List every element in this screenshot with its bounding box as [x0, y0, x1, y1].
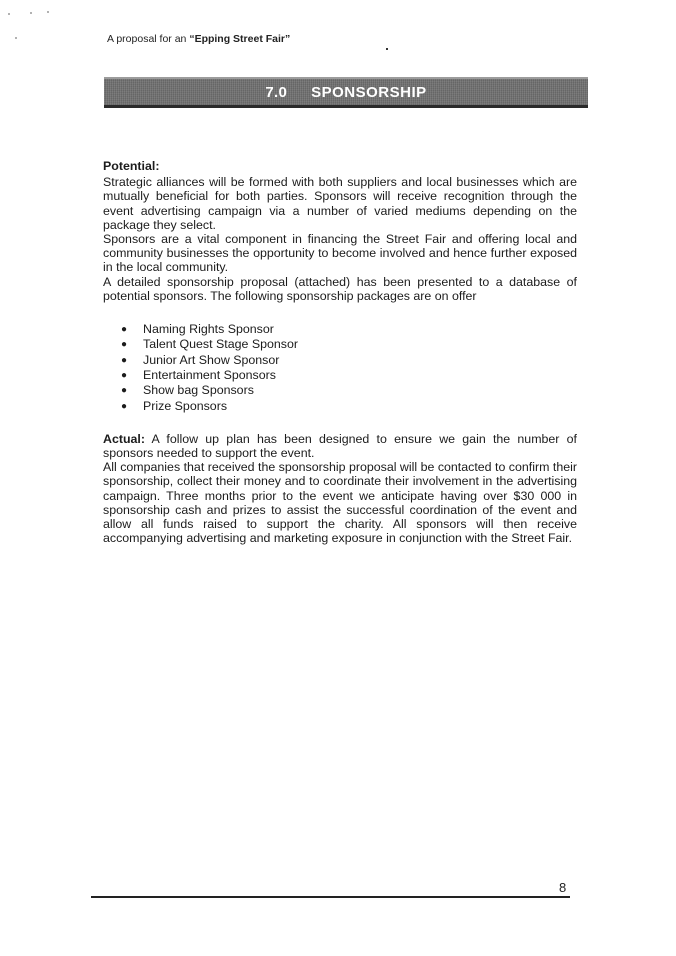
package-label: Entertainment Sponsors	[143, 367, 276, 382]
actual-paragraph: All companies that received the sponsorship proposal will be contacted to confirm their sponsorship, collect their money and to coordinate their involvement in the advertising campaign. Three months prior to the event we anticipate having over $30 000 in sponsorship cash and prizes to assist the successful coordination of the event and allow all funds raised to support the charity. All sponsors will then receive accompanying advertising and marketing exposure in conjunction with the Street Fair.	[103, 460, 577, 546]
scan-artifact-dot	[386, 48, 388, 50]
section-title: SPONSORSHIP	[311, 84, 427, 101]
section-banner	[104, 77, 588, 108]
package-label: Show bag Sponsors	[143, 383, 254, 398]
running-header-event-name: “Epping Street Fair”	[189, 33, 291, 45]
running-header-prefix: A proposal for an	[107, 33, 190, 45]
actual-label: Actual:	[103, 431, 145, 446]
actual-lead-text: A follow up plan has been designed to ensure we gain the number of sponsors needed to support the event.	[103, 431, 577, 461]
potential-paragraph: Strategic alliances will be formed with both suppliers and local businesses which are mutually beneficial for both parties. Sponsors will receive recognition through the event advertising campaign via a number of varied mediums depending on the package they select.	[103, 175, 577, 232]
package-label: Prize Sponsors	[143, 398, 228, 413]
scan-artifact-dots	[0, 0, 80, 50]
sponsorship-package-list	[103, 322, 577, 414]
actual-section	[103, 432, 577, 546]
bullet-icon: ●	[121, 339, 128, 351]
bullet-icon: ●	[121, 324, 128, 336]
list-item	[121, 368, 577, 383]
potential-paragraph: Sponsors are a vital component in financing the Street Fair and offering local and community businesses the opportunity to become involved and hence further exposed in the local community.	[103, 232, 577, 275]
bullet-icon: ●	[121, 354, 128, 366]
package-label: Junior Art Show Sponsor	[143, 352, 280, 367]
list-item	[121, 383, 577, 398]
section-body	[103, 159, 577, 545]
running-header	[107, 33, 290, 45]
package-label: Naming Rights Sponsor	[143, 322, 274, 337]
footer-rule	[91, 896, 570, 898]
section-number: 7.0	[265, 84, 288, 101]
actual-lead-paragraph	[103, 432, 577, 460]
list-item	[121, 337, 577, 352]
bullet-icon: ●	[121, 400, 128, 412]
page-number: 8	[559, 880, 567, 895]
package-label: Talent Quest Stage Sponsor	[143, 337, 298, 352]
list-item	[121, 399, 577, 414]
list-item	[121, 353, 577, 368]
potential-paragraph: A detailed sponsorship proposal (attached) has been presented to a database of potential sponsors. The following sponsorship packages are on offer	[103, 274, 577, 303]
potential-heading: Potential:	[103, 159, 160, 173]
bullet-icon: ●	[121, 385, 128, 397]
list-item	[121, 322, 577, 337]
bullet-icon: ●	[121, 369, 128, 381]
